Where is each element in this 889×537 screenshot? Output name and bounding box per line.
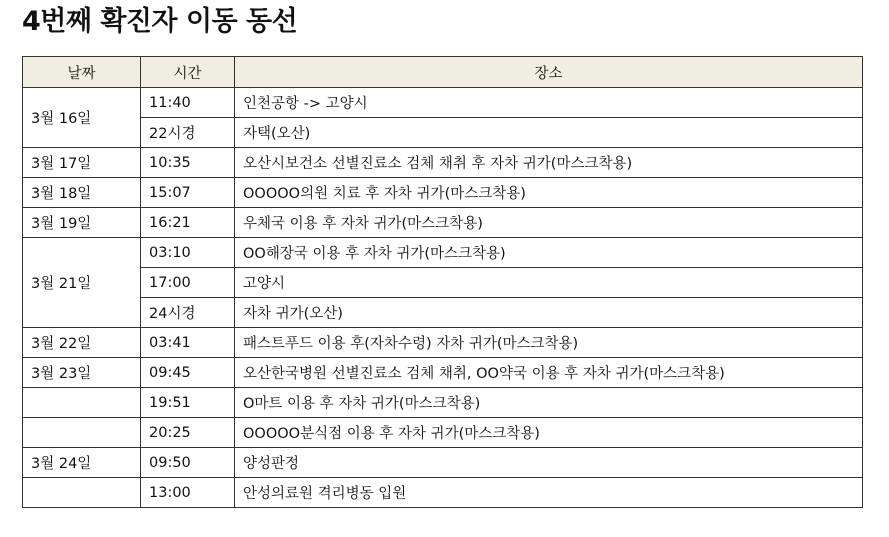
place-cell: 자택(오산): [235, 118, 863, 148]
time-cell: 10:35: [141, 148, 235, 178]
place-cell: 오산시보건소 선별진료소 검체 채취 후 자차 귀가(마스크착용): [235, 148, 863, 178]
place-cell: 안성의료원 격리병동 입원: [235, 478, 863, 508]
place-cell: 양성판정: [235, 448, 863, 478]
table-row: [23, 268, 863, 298]
date-cell: [23, 418, 141, 448]
date-cell: 3월 17일: [23, 148, 141, 178]
table-row: [23, 478, 863, 508]
date-cell: 3월 21일: [23, 238, 141, 328]
time-cell: 09:45: [141, 358, 235, 388]
date-cell: 3월 23일: [23, 358, 141, 388]
date-cell: 3월 19일: [23, 208, 141, 238]
time-cell: 03:10: [141, 238, 235, 268]
time-cell: 17:00: [141, 268, 235, 298]
place-cell: 오산한국병원 선별진료소 검체 채취, OO약국 이용 후 자차 귀가(마스크착용): [235, 358, 863, 388]
date-cell: 3월 22일: [23, 328, 141, 358]
time-cell: 11:40: [141, 88, 235, 118]
table-row: [23, 388, 863, 418]
place-cell: 인천공항 -> 고양시: [235, 88, 863, 118]
place-cell: 우체국 이용 후 자차 귀가(마스크착용): [235, 208, 863, 238]
date-cell: [23, 388, 141, 418]
table-header-row: [23, 57, 863, 88]
place-cell: OOOOO분식점 이용 후 자차 귀가(마스크착용): [235, 418, 863, 448]
time-cell: 19:51: [141, 388, 235, 418]
time-cell: 15:07: [141, 178, 235, 208]
table-row: [23, 88, 863, 118]
table-row: [23, 358, 863, 388]
header-date: 날짜: [23, 57, 141, 88]
date-cell: [23, 478, 141, 508]
table-row: [23, 118, 863, 148]
table-row: [23, 178, 863, 208]
date-cell: 3월 24일: [23, 448, 141, 478]
place-cell: 패스트푸드 이용 후(자차수령) 자차 귀가(마스크착용): [235, 328, 863, 358]
table-row: [23, 328, 863, 358]
time-cell: 13:00: [141, 478, 235, 508]
place-cell: OO해장국 이용 후 자차 귀가(마스크착용): [235, 238, 863, 268]
date-cell: 3월 18일: [23, 178, 141, 208]
time-cell: 24시경: [141, 298, 235, 328]
place-cell: 자차 귀가(오산): [235, 298, 863, 328]
page-title: 4번째 확진자 이동 동선: [22, 6, 298, 37]
movement-table: [22, 56, 863, 508]
time-cell: 16:21: [141, 208, 235, 238]
header-time: 시간: [141, 57, 235, 88]
table-row: [23, 418, 863, 448]
time-cell: 22시경: [141, 118, 235, 148]
table-row: [23, 148, 863, 178]
table-row: [23, 298, 863, 328]
place-cell: 고양시: [235, 268, 863, 298]
header-place: 장소: [235, 57, 863, 88]
date-cell: 3월 16일: [23, 88, 141, 148]
place-cell: O마트 이용 후 자차 귀가(마스크착용): [235, 388, 863, 418]
table-row: [23, 448, 863, 478]
table-body: [23, 88, 863, 508]
time-cell: 20:25: [141, 418, 235, 448]
table-row: [23, 208, 863, 238]
time-cell: 03:41: [141, 328, 235, 358]
time-cell: 09:50: [141, 448, 235, 478]
table-row: [23, 238, 863, 268]
place-cell: OOOOO의원 치료 후 자차 귀가(마스크착용): [235, 178, 863, 208]
